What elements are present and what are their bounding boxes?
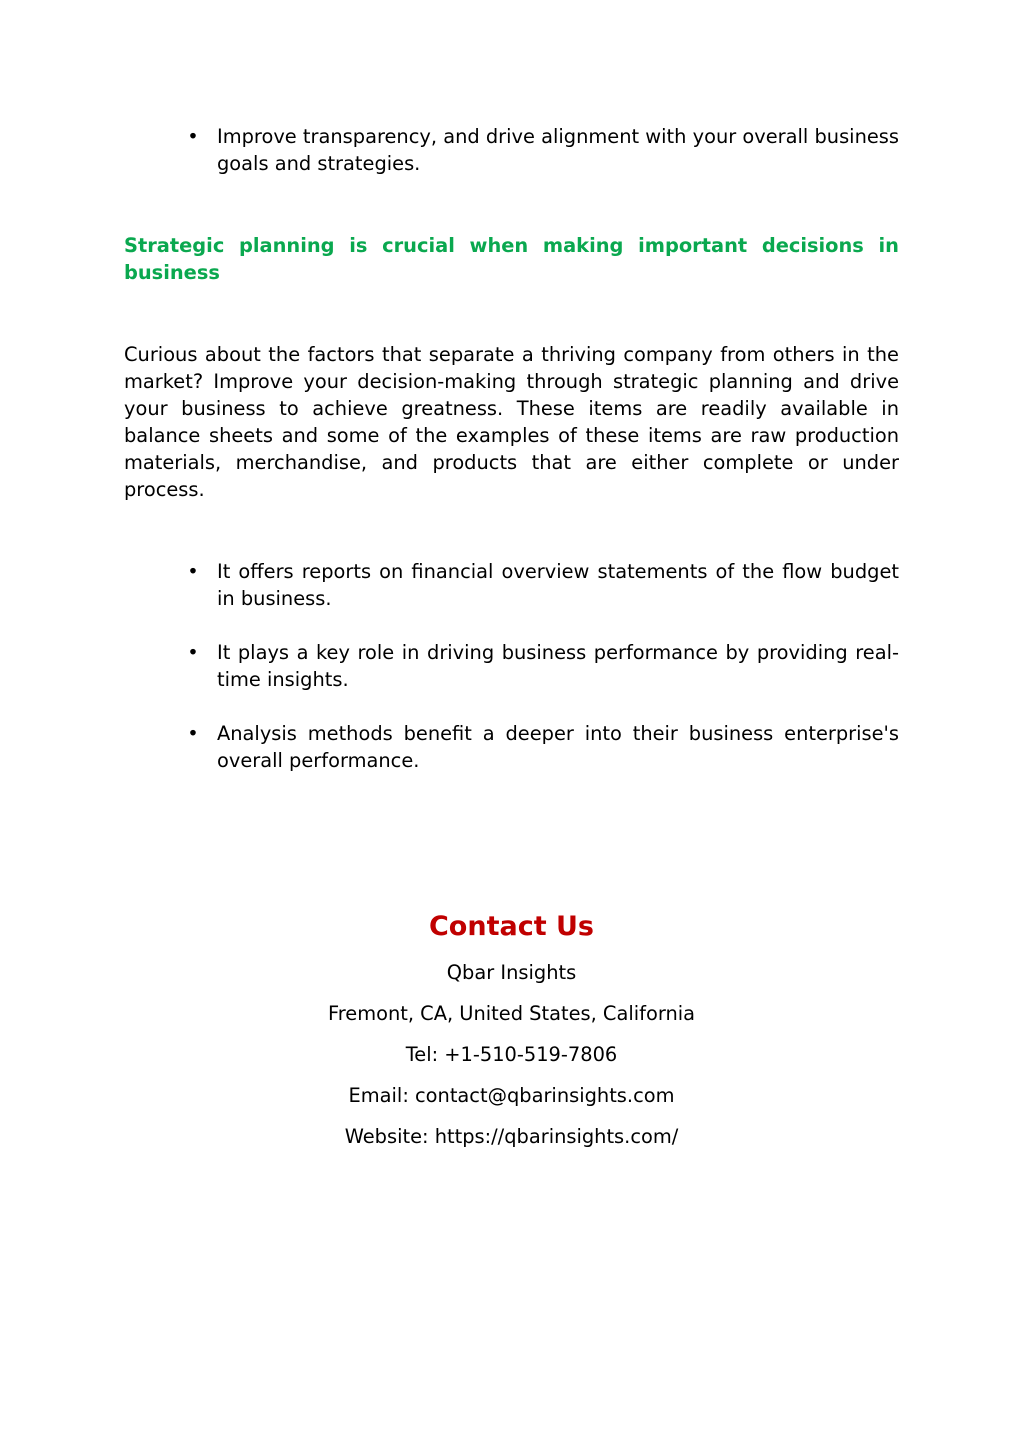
list-item	[124, 123, 899, 177]
contact-title: Contact Us	[428, 911, 595, 942]
contact-email: Email: contact@qbarinsights.com	[348, 1084, 675, 1107]
bullet-list-main	[124, 558, 899, 801]
list-item-text: It plays a key role in driving business performance by providing real-time insights.	[217, 641, 899, 691]
bullet-icon: •	[187, 560, 199, 583]
contact-website: Website: https://qbarinsights.com/	[344, 1125, 679, 1148]
intro-paragraph: Curious about the factors that separate a thriving company from others in the market? Improve your decision-making through strategic planning and drive your business to achieve greatness. These items are readily available in balance sheets and some of the examples of these items are raw production materials, merchandise, and products that are either complete or under process.	[124, 343, 899, 501]
bullet-icon: •	[187, 125, 199, 148]
list-item	[124, 558, 899, 612]
bullet-icon: •	[187, 641, 199, 664]
contact-section	[0, 906, 1023, 1157]
bullet-list-top	[124, 123, 899, 177]
contact-address: Fremont, CA, United States, California	[327, 1002, 696, 1025]
bullet-icon: •	[187, 722, 199, 745]
list-item-text: Analysis methods benefit a deeper into their business enterprise's overall performance.	[217, 722, 899, 772]
contact-tel: Tel: +1-510-519-7806	[405, 1043, 618, 1066]
section-heading: Strategic planning is crucial when making important decisions in business	[124, 234, 899, 284]
list-item	[124, 720, 899, 774]
list-item	[124, 639, 899, 693]
contact-company: Qbar Insights	[446, 961, 577, 984]
list-item-text: It offers reports on financial overview statements of the flow budget in business.	[217, 560, 899, 610]
list-item-text: Improve transparency, and drive alignment with your overall business goals and strategies.	[217, 125, 899, 175]
